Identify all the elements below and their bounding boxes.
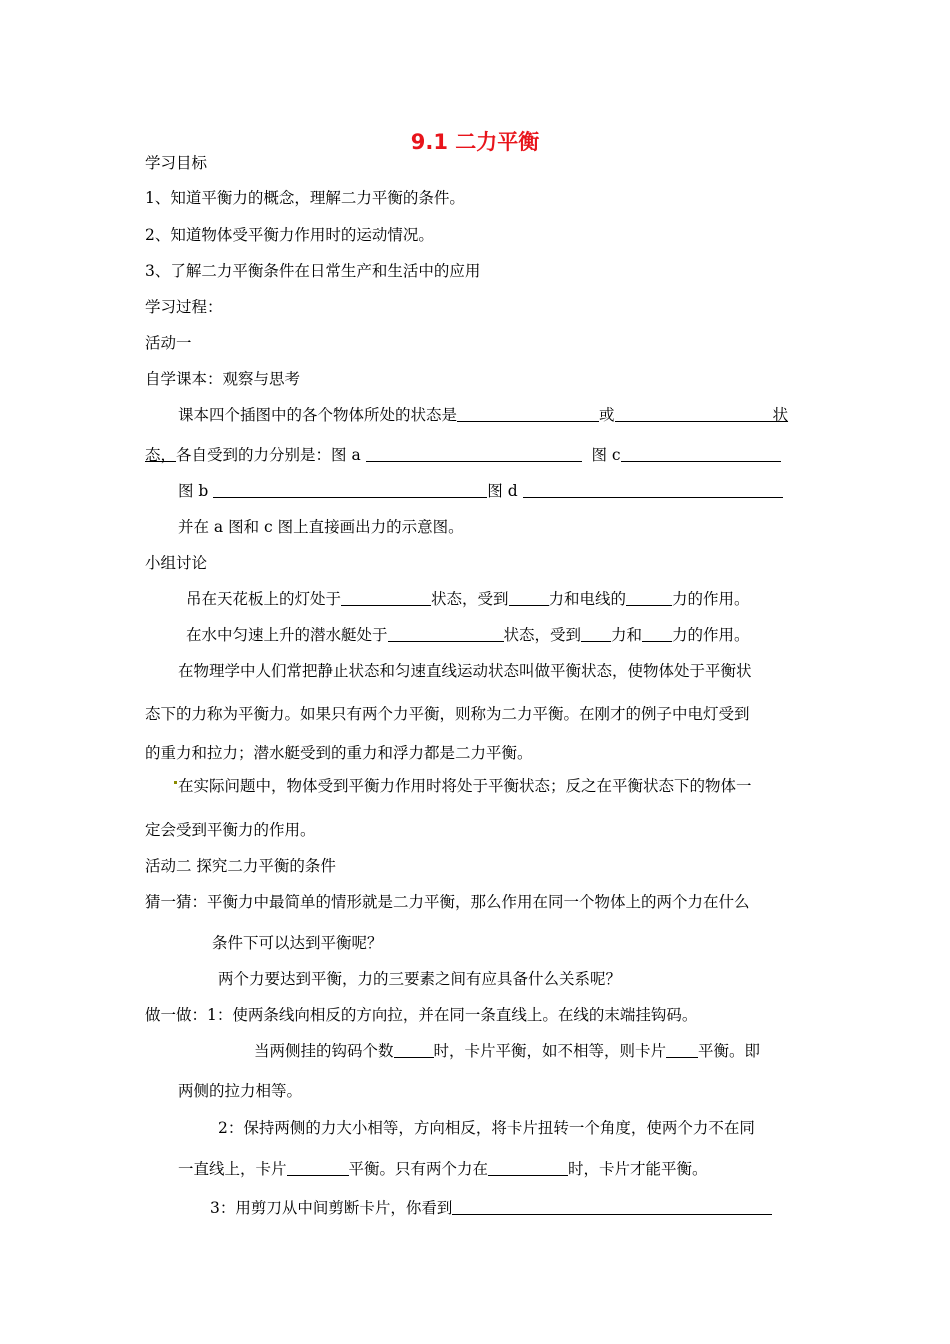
text: 时，卡片才能平衡。 — [568, 1160, 708, 1178]
fill-blank[interactable] — [621, 445, 781, 462]
guess-line: 条件下可以达到平衡呢？ — [212, 934, 383, 952]
text: 或 — [599, 406, 615, 424]
text: 图 d — [487, 482, 518, 500]
activity1-heading: 活动一 — [145, 334, 192, 352]
fill-blank[interactable] — [488, 1159, 568, 1176]
text: 力和电线的 — [548, 590, 627, 608]
text: 状态，受到 — [503, 626, 582, 644]
page-title: 9.1 二力平衡 — [410, 130, 540, 154]
fill-blank[interactable] — [366, 445, 582, 462]
text: 状态，受到 — [431, 590, 509, 608]
text: 当两侧挂的钩码个数 — [254, 1042, 394, 1060]
text: 状 — [772, 406, 789, 424]
text: 时，卡片平衡，如不相等，则卡片 — [433, 1042, 667, 1060]
fill-blank[interactable] — [615, 405, 773, 422]
fill-blank[interactable] — [388, 625, 504, 642]
guess-line: 猜一猜：平衡力中最简单的情形就是二力平衡，那么作用在同一个物体上的两个力在什么 — [145, 893, 750, 911]
fill-blank[interactable] — [509, 589, 549, 606]
fill-blank[interactable] — [523, 481, 783, 498]
discussion-sentence1 — [186, 589, 750, 609]
text: 力和 — [611, 626, 643, 644]
fill-blank[interactable] — [642, 625, 672, 642]
text: 吊在天花板上的灯处于 — [186, 590, 342, 608]
activity1-line2 — [145, 445, 781, 465]
do-line — [178, 1159, 708, 1179]
discussion-sentence2 — [186, 625, 750, 645]
text: 态， — [145, 446, 177, 464]
process-heading: 学习过程： — [145, 298, 223, 316]
text: 一直线上，卡片 — [178, 1160, 287, 1178]
discussion-paragraph: 态下的力称为平衡力。如果只有两个力平衡，则称为二力平衡。在刚才的例子中电灯受到 — [145, 705, 750, 723]
activity2-heading: 活动二 探究二力平衡的条件 — [145, 857, 336, 875]
fill-blank[interactable] — [581, 625, 611, 642]
text: 力的作用。 — [672, 626, 750, 644]
goals-heading: 学习目标 — [145, 154, 208, 172]
fill-blank[interactable] — [457, 405, 599, 422]
activity1-line3 — [178, 481, 783, 501]
text: 课本四个插图中的各个物体所处的状态是 — [178, 406, 458, 424]
activity1-line1 — [178, 405, 788, 425]
do-line: 2：保持两侧的力大小相等，方向相反，将卡片扭转一个角度，使两个力不在同 — [218, 1119, 755, 1137]
text: 力的作用。 — [672, 590, 750, 608]
goal-item: 2、知道物体受平衡力作用时的运动情况。 — [145, 226, 434, 244]
activity1-subheading: 自学课本：观察与思考 — [145, 370, 301, 388]
guess-line: 两个力要达到平衡，力的三要素之间有应具备什么关系呢？ — [218, 970, 622, 988]
fill-blank[interactable] — [287, 1159, 349, 1176]
fill-blank[interactable] — [626, 589, 672, 606]
do-line — [254, 1041, 760, 1061]
discussion-heading: 小组讨论 — [145, 554, 208, 572]
do-line: 做一做：1：使两条线向相反的方向拉，并在同一条直线上。在线的末端挂钩码。 — [145, 1006, 698, 1024]
discussion-paragraph: 的重力和拉力；潜水艇受到的重力和浮力都是二力平衡。 — [145, 744, 533, 762]
text: 各自受到的力分别是：图 a — [176, 446, 361, 464]
text: 平衡。只有两个力在 — [348, 1160, 489, 1178]
fill-blank[interactable] — [394, 1041, 434, 1058]
do-line — [210, 1198, 772, 1218]
fill-blank[interactable] — [341, 589, 431, 606]
activity1-line4: 并在 a 图和 c 图上直接画出力的示意图。 — [178, 518, 464, 536]
discussion-paragraph: 定会受到平衡力的作用。 — [145, 821, 316, 839]
fill-blank[interactable] — [213, 481, 487, 498]
do-line: 两侧的拉力相等。 — [178, 1082, 303, 1100]
text: 在水中匀速上升的潜水艇处于 — [186, 626, 388, 644]
goal-item: 1、知道平衡力的概念，理解二力平衡的条件。 — [145, 189, 465, 207]
goal-item: 3、了解二力平衡条件在日常生产和生活中的应用 — [145, 262, 481, 280]
text: 图 c — [591, 446, 621, 464]
discussion-paragraph: 在物理学中人们常把静止状态和匀速直线运动状态叫做平衡状态，使物体处于平衡状 — [178, 662, 752, 680]
text: 图 b — [178, 482, 209, 500]
fill-blank[interactable] — [452, 1198, 772, 1215]
stray-mark — [174, 781, 177, 784]
discussion-paragraph: 在实际问题中，物体受到平衡力作用时将处于平衡状态；反之在平衡状态下的物体一 — [178, 777, 752, 795]
text: 平衡。即 — [698, 1042, 761, 1060]
text: 3：用剪刀从中间剪断卡片，你看到 — [210, 1199, 453, 1217]
fill-blank[interactable] — [666, 1041, 698, 1058]
